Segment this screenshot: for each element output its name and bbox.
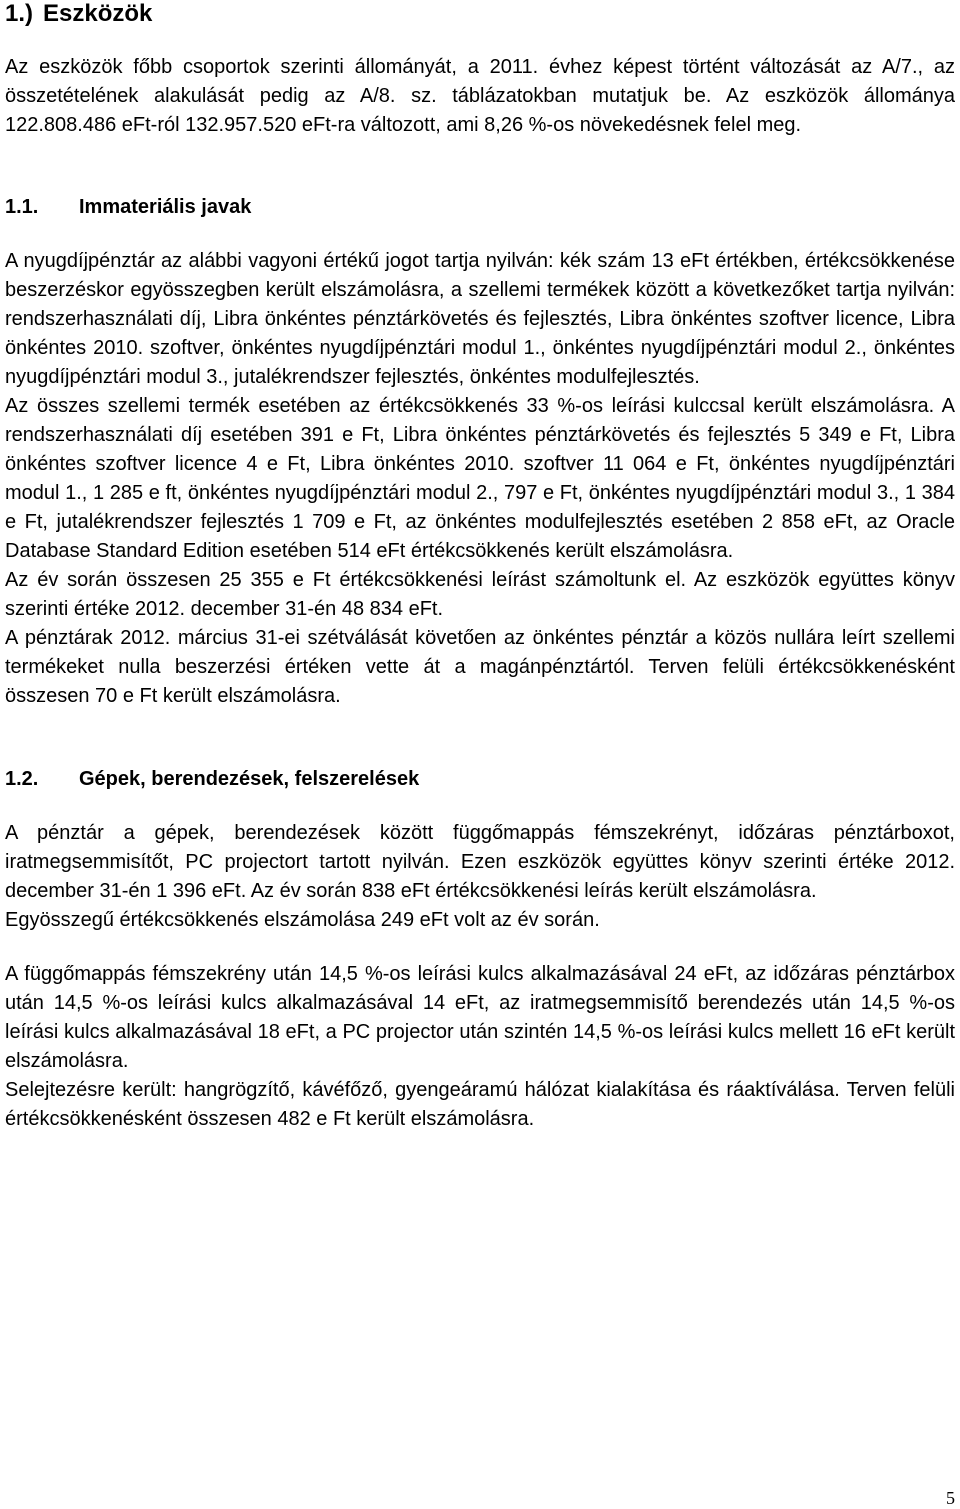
section-heading: [5, 0, 955, 28]
equipment-paragraph-1: A pénztár a gépek, berendezések között függőmappás fémszekrényt, időzáras pénztárboxot, iratmegsemmisítőt, PC projectort tartott nyilván. Ezen eszközök együttes könyv szerinti értéke 2012. december 31-én 1 396 eFt. Az év során 838 eFt értékcsökkenési leírás került elszámolásra.: [5, 822, 955, 902]
section-title: Eszközök: [43, 0, 153, 27]
subsection-number: 1.1.: [5, 196, 39, 218]
page-number: 5: [946, 1488, 955, 1508]
subsection-heading-equipment: [5, 765, 955, 794]
subsection-title: Gépek, berendezések, felszerelések: [79, 768, 420, 790]
subsection-heading-immaterial: [5, 193, 955, 222]
immaterial-paragraph-3: Az év során összesen 25 355 e Ft értékcsökkenési leírást számoltunk el. Az eszközök együttes könyv szerinti értéke 2012. december 31-én 48 834 eFt.: [5, 569, 955, 620]
immaterial-paragraph-4: A pénztárak 2012. március 31-ei szétválását követően az önkéntes pénztár a közös nullára leírt szellemi termékeket nulla beszerzési értéken vette át a magánpénztártól. Terven felüli értékcsökkenésként összesen 70 e Ft került elszámolásra.: [5, 627, 955, 707]
equipment-paragraph-4: Selejtezésre került: hangrögzítő, kávéfőző, gyengeáramú hálózat kialakítása és ráaktíválása. Terven felüli értékcsökkenésként összesen 482 e Ft került elszámolásra.: [5, 1079, 955, 1130]
intro-paragraph: Az eszközök főbb csoportok szerinti állományát, a 2011. évhez képest történt változását az A/7., az összetételének alakulását pedig az A/8. sz. táblázatokban mutatjuk be. Az eszközök állománya 122.808.486 eFt-ról 132.957.520 eFt-ra változott, ami 8,26 %-os növekedésnek felel meg.: [5, 56, 955, 136]
equipment-paragraph-3: A függőmappás fémszekrény után 14,5 %-os leírási kulcs alkalmazásával 24 eFt, az időzáras pénztárbox után 14,5 %-os leírási kulcs alkalmazásával 14 eFt, az iratmegsemmisítő berendezés után 14,5 %-os leírási kulcs alkalmazásával 18 eFt, a PC projector után szintén 14,5 %-os leírási kulcs mellett 16 eFt került elszámolásra.: [5, 963, 955, 1072]
subsection-title: Immateriális javak: [79, 196, 252, 218]
immaterial-paragraph-1: A nyugdíjpénztár az alábbi vagyoni értékű jogot tartja nyilván: kék szám 13 eFt értékben, értékcsökkenése beszerzéskor egyösszegben került elszámolásra, a szellemi termékek között a következőket tartja nyilván: rendszerhasználati díj, Libra önkéntes pénztárkövetés és fejlesztés, Libra önkéntes szoftver licence, Libra önkéntes 2010. szoftver, önkéntes nyugdíjpénztári modul 1., önkéntes nyugdíjpénztári modul 2., önkéntes nyugdíjpénztári modul 3., jutalékrendszer fejlesztés, önkéntes modulfejlesztés.: [5, 250, 955, 388]
subsection-number: 1.2.: [5, 768, 39, 790]
section-number: 1.): [5, 0, 34, 27]
immaterial-paragraph-2: Az összes szellemi termék esetében az értékcsökkenés 33 %-os leírási kulccsal került elszámolásra. A rendszerhasználati díj esetében 391 e Ft, Libra önkéntes pénztárkövetés és fejlesztés 5 349 e Ft, Libra önkéntes szoftver licence 4 e Ft, Libra önkéntes 2010. szoftver 11 064 e Ft, önkéntes nyugdíjpénztári modul 1., 1 285 e ft, önkéntes nyugdíjpénztári modul 2., 797 e Ft, önkéntes nyugdíjpénztári modul 3., 1 384 e Ft, jutalékrendszer fejlesztés 1 709 e Ft, az önkéntes modulfejlesztés esetében 2 858 eFt, az Oracle Database Standard Edition esetében 514 eFt értékcsökkenés került elszámolásra.: [5, 395, 955, 562]
document-content: [5, 0, 955, 1134]
equipment-paragraph-2: Egyösszegű értékcsökkenés elszámolása 249 eFt volt az év során.: [5, 909, 600, 931]
